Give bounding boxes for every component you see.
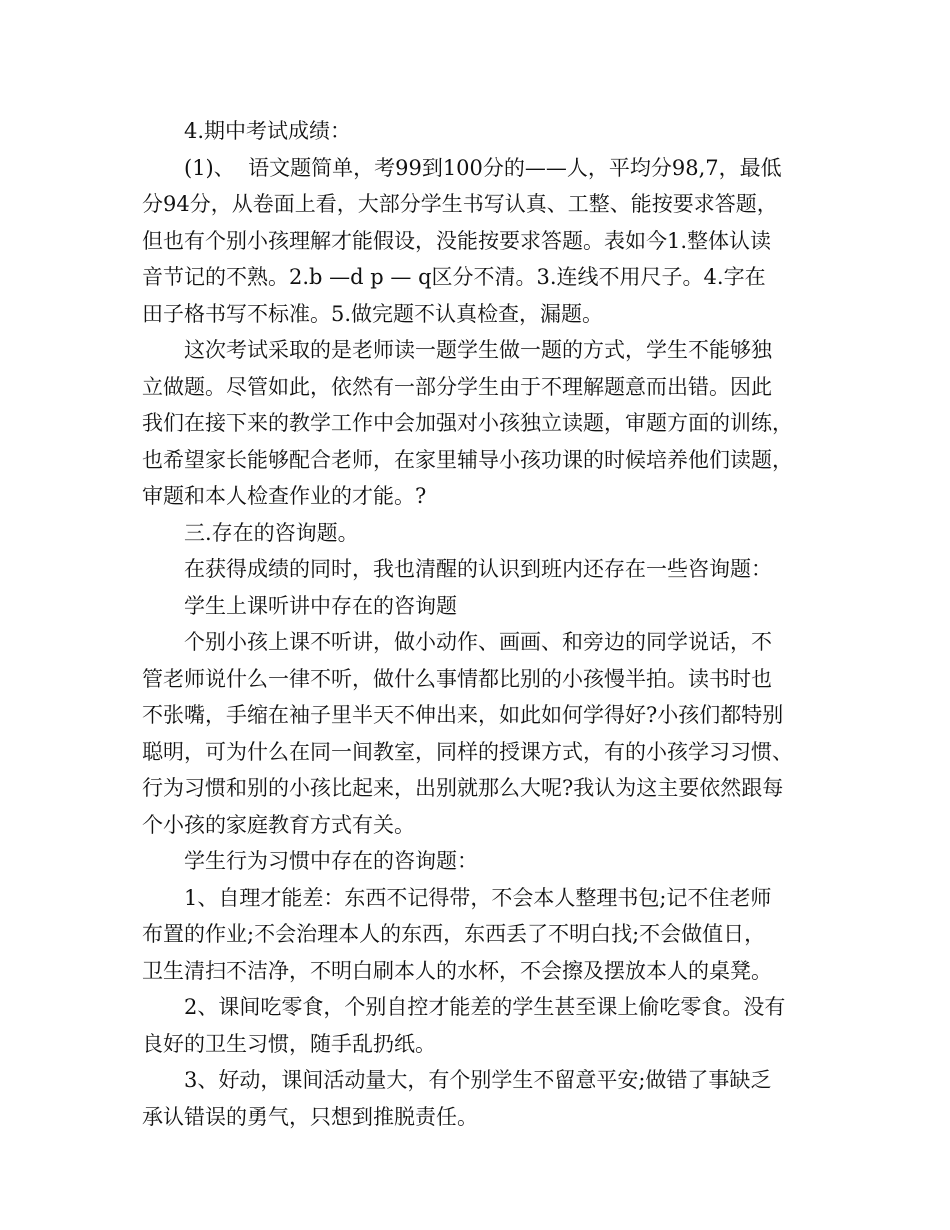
text-line: 卫生清扫不洁净，不明白刷本人的水杯，不会擦及摆放本人的桌凳。 bbox=[142, 958, 772, 983]
text-line: 行为习惯和别的小孩比起来，出别就那么大呢?我认为这主要依然跟每 bbox=[142, 776, 784, 800]
text-line: 三.存在的咨询题。 bbox=[184, 520, 359, 545]
text-line: 聪明，可为什么在同一间教室，同样的授课方式，有的小孩学习习惯、 bbox=[142, 739, 793, 764]
text-line: 个小孩的家庭教育方式有关。 bbox=[142, 812, 415, 837]
text-line: 学生行为习惯中存在的咨询题： bbox=[184, 849, 478, 873]
text-line: 不张嘴，手缩在袖子里半天不伸出来，如此如何学得好?小孩们都特别 bbox=[142, 703, 784, 727]
text-line: (1)、 语文题简单，考99到100分的——人，平均分98,7，最低 bbox=[184, 155, 782, 180]
text-line: 管老师说什么一律不听，做什么事情都比别的小孩慢半拍。读书时也 bbox=[142, 666, 772, 691]
text-line: 3、好动，课间活动量大，有个别学生不留意平安;做错了事缺乏 bbox=[184, 1068, 772, 1092]
text-line: 个别小孩上课不听讲，做小动作、画画、和旁边的同学说话，不 bbox=[184, 630, 772, 654]
text-line: 分94分，从卷面上看，大部分学生书写认真、工整、能按要求答题， bbox=[142, 192, 778, 216]
text-line: 立做题。尽管如此，依然有一部分学生由于不理解题意而出错。因此 bbox=[142, 374, 772, 399]
text-line: 在获得成绩的同时，我也清醒的认识到班内还存在一些咨询题： bbox=[184, 557, 772, 581]
text-line: 2、课间吃零食，个别自控才能差的学生甚至课上偷吃零食。没有 bbox=[184, 995, 786, 1019]
text-line: 田子格书写不标准。5.做完题不认真检查，漏题。 bbox=[142, 301, 604, 326]
text-line: 音节记的不熟。2.b —d p — q区分不清。3.连线不用尺子。4.字在 bbox=[142, 265, 766, 289]
text-line: 布置的作业;不会治理本人的东西，东西丢了不明白找;不会做值日， bbox=[142, 922, 766, 946]
text-line: 良好的卫生习惯，随手乱扔纸。 bbox=[142, 1031, 436, 1056]
text-line: 这次考试采取的是老师读一题学生做一题的方式，学生不能够独 bbox=[184, 338, 772, 362]
text-line: 也希望家长能够配合老师，在家里辅导小孩功课的时候培养他们读题， bbox=[142, 447, 793, 472]
text-line: 审题和本人检查作业的才能。? bbox=[142, 484, 427, 508]
text-line: 1、自理才能差：东西不记得带，不会本人整理书包;记不住老师 bbox=[184, 885, 772, 910]
text-line: 但也有个别小孩理解才能假设，没能按要求答题。表如今1.整体认读 bbox=[142, 228, 772, 253]
text-line: 承认错误的勇气，只想到推脱责任。 bbox=[142, 1104, 478, 1129]
text-line: 我们在接下来的教学工作中会加强对小孩独立读题，审题方面的训练， bbox=[142, 411, 793, 435]
document-body bbox=[142, 113, 832, 1135]
text-line: 4.期中考试成绩： bbox=[184, 119, 352, 143]
text-line: 学生上课听讲中存在的咨询题 bbox=[184, 593, 457, 618]
